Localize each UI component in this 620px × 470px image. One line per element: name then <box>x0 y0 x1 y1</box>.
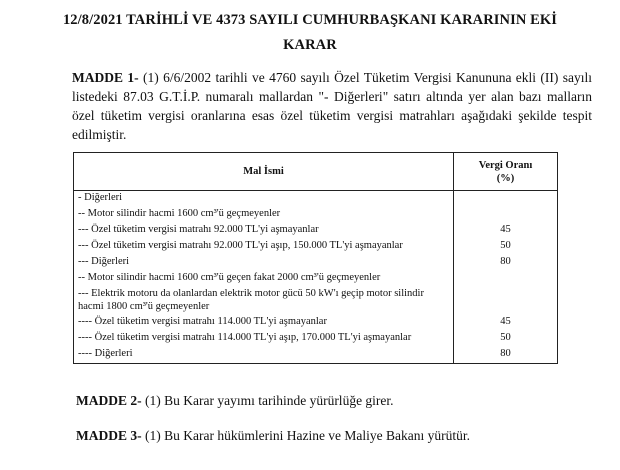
rate-cell: 50 <box>454 331 558 347</box>
table-row <box>74 315 558 331</box>
rate-cell: 45 <box>454 315 558 331</box>
table-row <box>74 223 558 239</box>
article-2-text: (1) Bu Karar yayımı tarihinde yürürlüğe girer. <box>141 393 394 408</box>
table-header-row <box>74 153 558 191</box>
rate-cell <box>454 287 558 315</box>
rate-cell: 80 <box>454 255 558 271</box>
item-cell: - Diğerleri <box>74 191 454 208</box>
rate-cell <box>454 191 558 208</box>
article-1-text: (1) 6/6/2002 tarihli ve 4760 sayılı Özel Tüketim Vergisi Kanununa ekli (II) sayılı listedeki 87.03 G.T.İ.P. numaralı mallardan "- Diğerleri" satırı altında yer alan bazı malların özel tüketim vergisi oranlarına esas özel tüketim vergisi matrahları aşağıdaki şekilde tespit edilmiştir. <box>72 70 592 142</box>
table-row <box>74 271 558 287</box>
table-row <box>74 239 558 255</box>
item-cell: ---- Özel tüketim vergisi matrahı 114.000 TL'yi aşmayanlar <box>74 315 454 331</box>
header-tax-rate-unit: (%) <box>496 172 515 184</box>
table-row <box>74 255 558 271</box>
header-tax-rate <box>454 153 558 191</box>
document-title: 12/8/2021 TARİHLİ VE 4373 SAYILI CUMHURBAŞKANI KARARININ EKİ <box>62 12 558 28</box>
rate-cell: 80 <box>454 347 558 364</box>
header-tax-rate-label: Vergi Oranı <box>478 159 533 171</box>
article-3 <box>76 427 470 445</box>
item-cell: --- Özel tüketim vergisi matrahı 92.000 TL'yi aşmayanlar <box>74 223 454 239</box>
article-2-label: MADDE 2- <box>76 393 142 408</box>
header-item-name: Mal İsmi <box>74 153 454 191</box>
item-cell: ---- Diğerleri <box>74 347 454 364</box>
rate-cell: 45 <box>454 223 558 239</box>
rate-cell: 50 <box>454 239 558 255</box>
item-cell: -- Motor silindir hacmi 1600 cm³'ü geçmeyenler <box>74 207 454 223</box>
table-row <box>74 347 558 364</box>
table-row <box>74 207 558 223</box>
document-subtitle: KARAR <box>283 37 337 53</box>
item-cell: --- Elektrik motoru da olanlardan elektrik motor gücü 50 kW'ı geçip motor silindir hacmi 1800 cm³'ü geçmeyenler <box>74 287 454 315</box>
tax-rate-table <box>73 152 558 364</box>
item-cell: -- Motor silindir hacmi 1600 cm³'ü geçen fakat 2000 cm³'ü geçmeyenler <box>74 271 454 287</box>
item-cell: --- Diğerleri <box>74 255 454 271</box>
table-row <box>74 191 558 208</box>
article-3-label: MADDE 3- <box>76 428 142 443</box>
item-cell: ---- Özel tüketim vergisi matrahı 114.000 TL'yi aşıp, 170.000 TL'yi aşmayanlar <box>74 331 454 347</box>
item-cell: --- Özel tüketim vergisi matrahı 92.000 TL'yi aşıp, 150.000 TL'yi aşmayanlar <box>74 239 454 255</box>
article-1-label: MADDE 1- <box>72 70 139 85</box>
table-row <box>74 331 558 347</box>
rate-cell <box>454 271 558 287</box>
article-3-text: (1) Bu Karar hükümlerini Hazine ve Maliye Bakanı yürütür. <box>141 428 471 443</box>
article-2 <box>76 392 394 410</box>
table-row <box>74 287 558 315</box>
rate-cell <box>454 207 558 223</box>
article-1 <box>72 68 592 144</box>
